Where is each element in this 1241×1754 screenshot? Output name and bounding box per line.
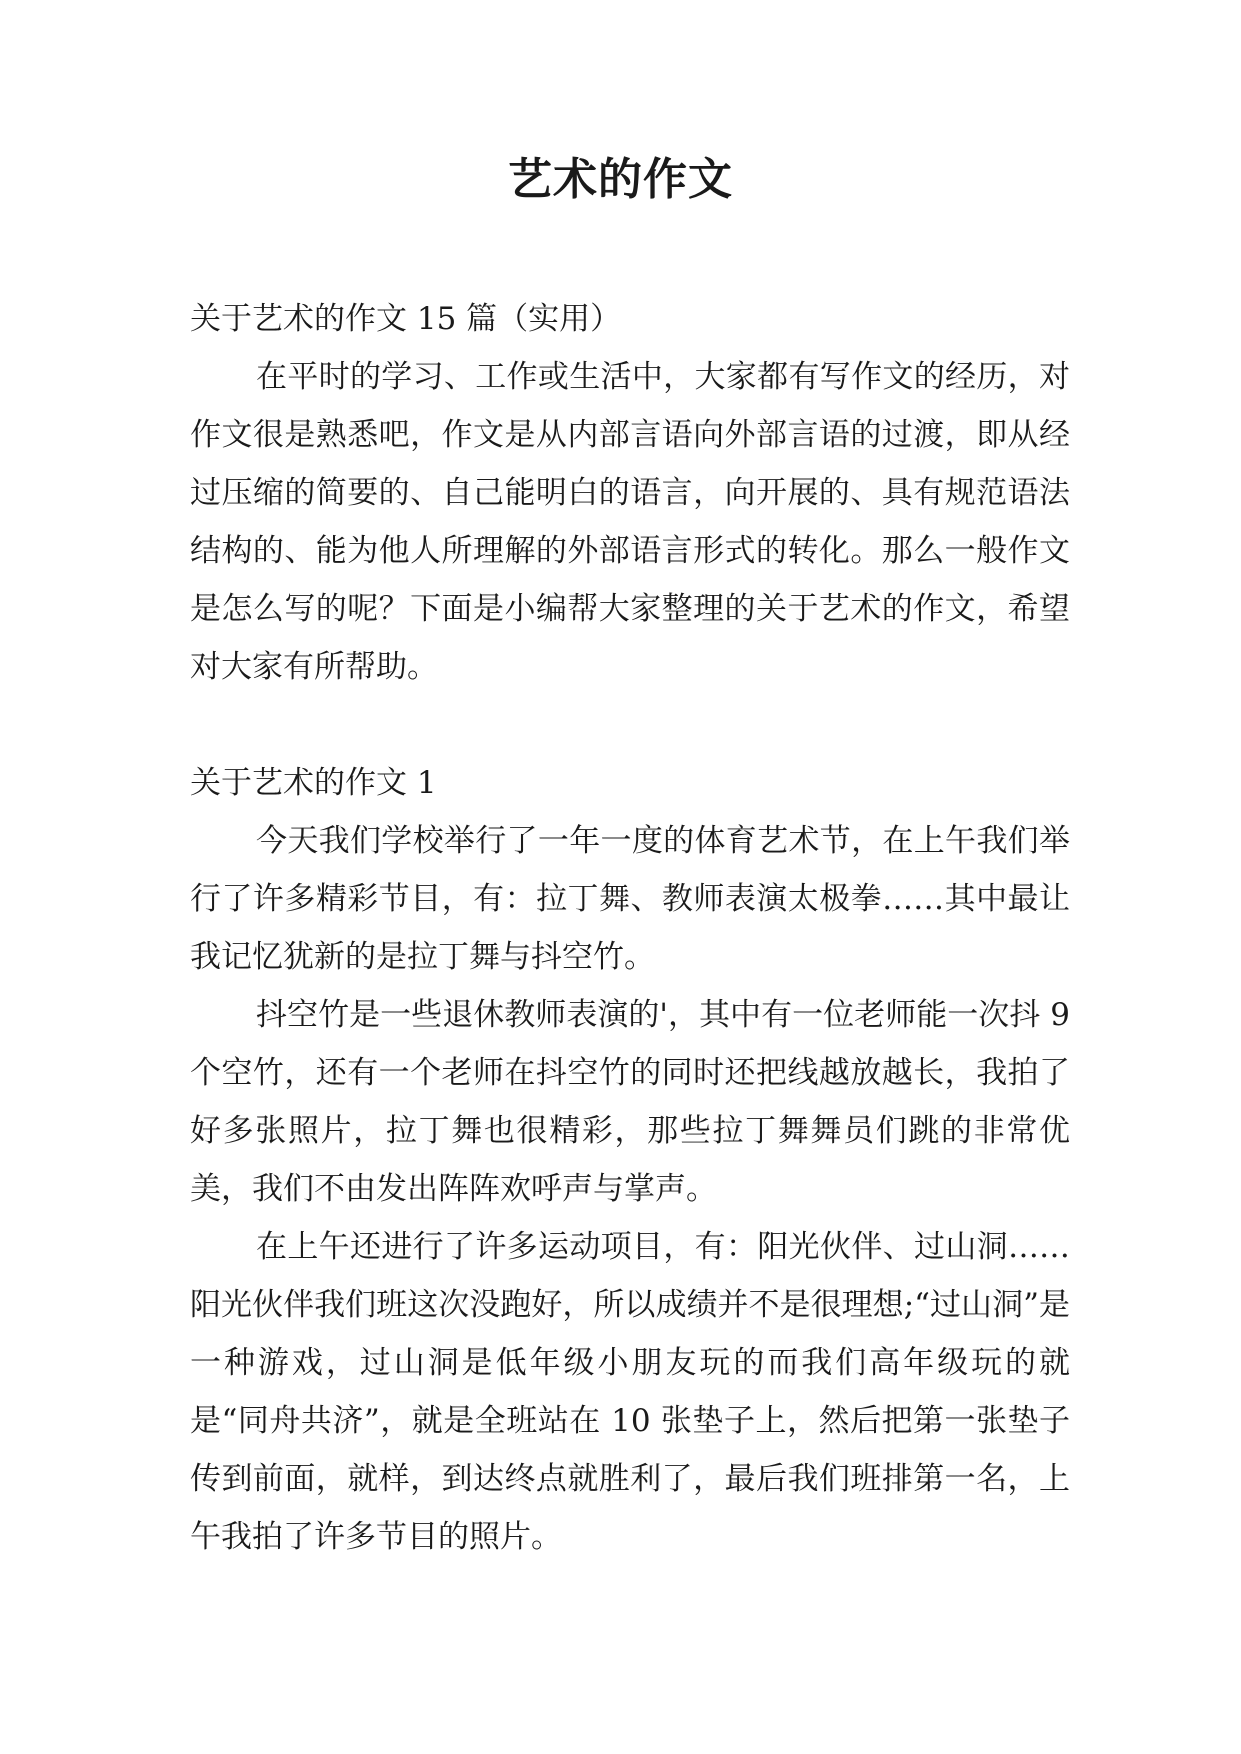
document-title: 艺术的作文 bbox=[508, 154, 733, 205]
section-spacer bbox=[190, 696, 1070, 754]
intro-paragraph: 在平时的学习、工作或生活中，大家都有写作文的经历，对作文很是熟悉吧，作文是从内部言语向外部言语的过渡，即从经过压缩的简要的、自己能明白的语言，向开展的、具有规范语法结构的、能为他人所理解的外部语言形式的转化。那么一般作文是怎么写的呢？下面是小编帮大家整理的关于艺术的作文，希望对大家有所帮助。 bbox=[190, 359, 1070, 685]
essay-1-paragraph-3: 在上午还进行了许多运动项目，有：阳光伙伴、过山洞……阳光伙伴我们班这次没跑好，所以成绩并不是很理想;“过山洞”是一种游戏，过山洞是低年级小朋友玩的而我们高年级玩的就是“同舟共济”，就是全班站在 10 张垫子上，然后把第一张垫子传到前面，就样，到达终点就胜利了，最后我们班排第一名，上午我拍了许多节目的照片。 bbox=[190, 1229, 1070, 1555]
essay-1-paragraph-2: 抖空竹是一些退休教师表演的'，其中有一位老师能一次抖 9 个空竹，还有一个老师在抖空竹的同时还把线越放越长，我拍了好多张照片，拉丁舞也很精彩，那些拉丁舞舞员们跳的非常优美，我们不由发出阵阵欢呼声与掌声。 bbox=[190, 997, 1070, 1207]
document-body bbox=[190, 290, 1070, 1566]
essay-1-paragraph-1: 今天我们学校举行了一年一度的体育艺术节，在上午我们举行了许多精彩节目，有：拉丁舞、教师表演太极拳……其中最让我记忆犹新的是拉丁舞与抖空竹。 bbox=[190, 823, 1070, 975]
essay-1-heading: 关于艺术的作文 1 bbox=[190, 765, 437, 801]
intro-heading: 关于艺术的作文 15 篇（实用） bbox=[190, 301, 622, 337]
